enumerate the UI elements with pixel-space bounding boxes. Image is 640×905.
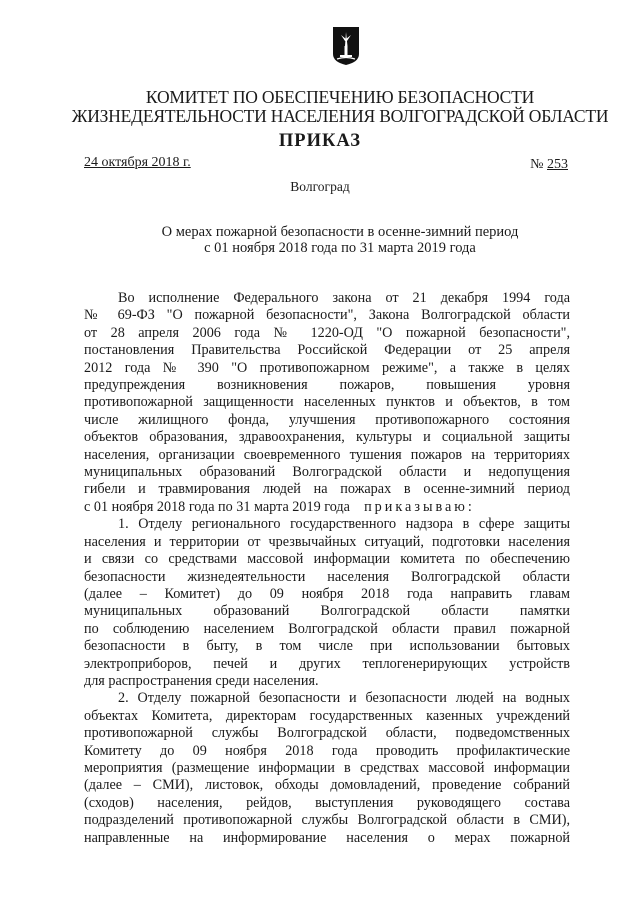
text-line: (далее – СМИ), листовок, обходы домовладений, проведение собраний	[84, 777, 570, 794]
document-date: 24 октября 2018 г.	[84, 155, 191, 170]
subject-line-2: с 01 ноября 2018 года по 31 марта 2019 года	[204, 240, 476, 256]
intro-last-line	[84, 499, 570, 516]
intro-paragraph	[84, 290, 570, 499]
paragraph-2	[84, 690, 570, 847]
order-word: приказываю:	[364, 498, 475, 515]
text-line: № 69-ФЗ "О пожарной безопасности", Закона Волгоградской области	[84, 307, 570, 324]
text-line: для распространения среди населения.	[84, 672, 319, 689]
text-line: Комитету до 09 ноября 2018 года проводить профилактические	[84, 742, 570, 759]
text-line: безопасности жизнедеятельности населения Волгоградской области	[84, 568, 570, 585]
text-line: муниципальных образований Волгоградской области памятки	[84, 603, 570, 620]
text-line: гибели и травмирования людей на пожарах в осенне-зимний период	[84, 481, 570, 498]
text-line: Во исполнение Федерального закона от 21 декабря 1994 года	[118, 290, 570, 306]
text-line: числе жилищного фонда, улучшения противопожарного состояния	[84, 411, 570, 428]
text-line: и связи со средствами массовой информации комитета по обеспечению	[84, 551, 570, 568]
document-subject	[60, 224, 620, 256]
text-line: 1. Отделу регионального государственного надзора в сфере защиты	[118, 516, 570, 533]
number-value: 253	[547, 157, 568, 172]
text-line: населения, организации своевременного тушения пожаров на территориях	[84, 446, 570, 463]
text-line: 2. Отделу пожарной безопасности и безопасности людей на водных	[118, 690, 570, 707]
document-type: ПРИКАЗ	[278, 131, 362, 151]
text-line: (сходов) населения, рейдов, выступления руководящего состава	[84, 794, 570, 811]
document-city: Волгоград	[290, 179, 350, 194]
subject-line-1: О мерах пожарной безопасности в осенне-зимний период	[161, 224, 519, 240]
text-line: противопожарной защищенности населенных пунктов и объектов, в том	[84, 394, 570, 411]
text-line: объектах Комитета, директорам государственных казенных учреждений	[84, 707, 570, 724]
document-body	[84, 290, 570, 847]
organization-name	[60, 88, 620, 126]
text-line: постановления Правительства Российской Федерации от 25 апреля	[84, 342, 570, 359]
text-line: объектов образования, здравоохранения, культуры и социальной защиты	[84, 429, 570, 446]
text-line: мероприятия (размещение информации в средствах массовой информации	[84, 759, 570, 776]
paragraph-1	[84, 516, 570, 690]
text-line: подразделений противопожарной службы Волгоградской области в СМИ),	[84, 812, 570, 829]
volgograd-emblem-icon	[332, 26, 360, 66]
text-line: безопасности в быту, в том числе при использовании бытовых	[84, 638, 570, 655]
org-line-1: КОМИТЕТ ПО ОБЕСПЕЧЕНИЮ БЕЗОПАСНОСТИ	[145, 87, 535, 107]
document-number	[530, 157, 568, 173]
text-line: от 28 апреля 2006 года № 1220-ОД "О пожарной безопасности",	[84, 324, 570, 341]
text-line: направленные на информирование населения о мерах пожарной	[84, 829, 570, 846]
text-line: населения и территории от чрезвычайных ситуаций, подготовки населения	[84, 533, 570, 550]
text-line: 2012 года № 390 "О противопожарном режиме", а также в целях	[84, 359, 570, 376]
text-line: муниципальных образований Волгоградской области и недопущения	[84, 464, 570, 481]
text-line: электроприборов, печей и других теплогенерирующих устройств	[84, 655, 570, 672]
org-line-2: ЖИЗНЕДЕЯТЕЛЬНОСТИ НАСЕЛЕНИЯ ВОЛГОГРАДСКОЙ ОБЛАСТИ	[71, 106, 609, 126]
number-prefix: №	[530, 157, 544, 172]
text-line: (далее – Комитет) до 09 ноября 2018 года направить главам	[84, 585, 570, 602]
text-line: противопожарной службы Волгоградской области, подведомственных	[84, 725, 570, 742]
text-line: предупреждения возникновения пожаров, повышения уровня	[84, 377, 570, 394]
text-line: по соблюдению населением Волгоградской области правил пожарной	[84, 620, 570, 637]
intro-last-text: с 01 ноября 2018 года по 31 марта 2019 года	[84, 498, 350, 515]
